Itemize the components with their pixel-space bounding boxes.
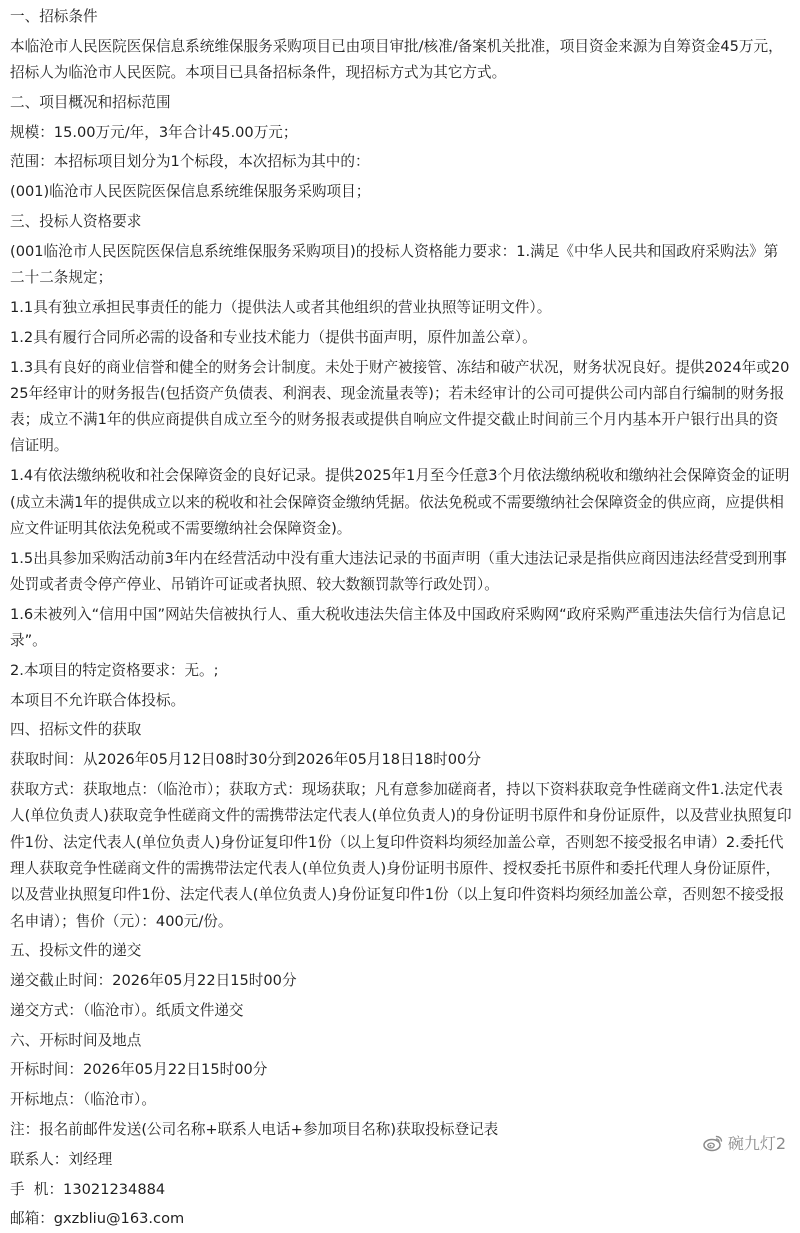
registration-note: 注：报名前邮件发送(公司名称+联系人电话+参加项目名称)获取投标登记表 [10,1121,499,1139]
section-5-title: 五、投标文件的递交 [10,942,142,960]
acquisition-time: 获取时间：从2026年05月12日08时30分到2026年05月18日18时00分 [10,751,481,769]
submission-deadline: 递交截止时间：2026年05月22日15时00分 [10,972,297,990]
watermark-text: 碗九灯2 [727,1134,786,1153]
section-2-scale: 规模：15.00万元/年，3年合计45.00万元； [10,123,298,141]
weibo-logo-icon [703,1134,723,1152]
section-2-scope: 范围：本招标项目划分为1个标段，本次招标为其中的： [10,153,370,171]
section-2-title: 二、项目概况和招标范围 [10,93,171,111]
section-2-lot: (001)临沧市人民医院医保信息系统维保服务采购项目； [10,183,371,201]
section-3-intro: (001临沧市人民医院医保信息系统维保服务采购项目)的投标人资格能力要求：1.满足《中华人民共和国政府采购法》第二十二条规定； [10,242,779,287]
section-6-title: 六、开标时间及地点 [10,1031,142,1049]
contact-phone: 手 机：13021234884 [10,1180,166,1198]
requirement-1-6: 1.6未被列入“信用中国”网站失信被执行人、重大税收违法失信主体及中国政府采购网“政府采购严重违法失信行为信息记录”。 [10,605,786,650]
opening-place: 开标地点：（临沧市）。 [10,1091,156,1109]
requirement-1-1: 1.1具有独立承担民事责任的能力（提供法人或者其他组织的营业执照等证明文件）。 [10,298,552,316]
acquisition-method: 获取方式：获取地点：（临沧市）；获取方式：现场获取；凡有意参加磋商者，持以下资料获取竞争性磋商文件1.法定代表人(单位负责人)获取竞争性磋商文件的需携带法定代表人(单位负责人)的身份证明书原件和身份证原件，以及营业执照复印件1份、法定代表人(单位负责人)身份证复印件1份（以上复印件资料均须经加盖公章，否则恕不接受报名申请）2.委托代理人获取竞争性磋商文件的需携带法定代表人(单位负责人)身份证明书原件、授权委托书原件和委托代理人身份证原件，以及营业执照复印件1份、法定代表人(单位负责人)身份证复印件1份（以上复印件资料均须经加盖公章，否则恕不接受报名申请）；售价（元）：400元/份。 [10,781,792,930]
submission-method: 递交方式：（临沧市）。纸质文件递交 [10,1001,244,1019]
contact-email: 邮箱：gxzbliu@163.com [10,1210,185,1228]
requirement-1-3: 1.3具有良好的商业信誉和健全的财务会计制度。未处于财产被接管、冻结和破产状况，财务状况良好。提供2024年或2025年经审计的财务报告(包括资产负债表、利润表、现金流量表等)；若未经审计的公司可提供公司内部自行编制的财务报表；成立不满1年的供应商提供自成立至今的财务报表或提供自响应文件提交截止时间前三个月内基本开户银行出具的资信证明。 [10,358,790,455]
section-4-title: 四、招标文件的获取 [10,721,142,739]
requirement-1-2: 1.2具有履行合同所必需的设备和专业技术能力（提供书面声明，原件加盖公章）。 [10,328,537,346]
section-3-title: 三、投标人资格要求 [10,213,142,231]
document-body [10,4,792,1233]
section-1-text: 本临沧市人民医院医保信息系统维保服务采购项目已由项目审批/核准/备案机关批准，项目资金来源为自筹资金45万元，招标人为临沧市人民医院。本项目已具备招标条件，现招标方式为其它方式。 [10,37,783,82]
requirement-1-4: 1.4有依法缴纳税收和社会保障资金的良好记录。提供2025年1月至今任意3个月依法缴纳税收和缴纳社会保障资金的证明(成立未满1年的提供成立以来的税收和社会保障资金缴纳凭据。依法免税或不需要缴纳社会保障资金的供应商，应提供相应文件证明其依法免税或不需要缴纳社会保障资金)。 [10,467,790,537]
section-1-title: 一、招标条件 [10,8,98,25]
contact-person: 联系人：刘经理 [10,1150,113,1168]
joint-bid-note: 本项目不允许联合体投标。 [10,691,186,709]
requirement-2: 2.本项目的特定资格要求：无。; [10,661,219,679]
opening-time: 开标时间：2026年05月22日15时00分 [10,1061,268,1079]
watermark [703,1131,786,1154]
requirement-1-5: 1.5出具参加采购活动前3年内在经营活动中没有重大违法记录的书面声明（重大违法记录是指供应商因违法经营受到刑事处罚或者责令停产停业、吊销许可证或者执照、较大数额罚款等行政处罚）。 [10,549,787,593]
